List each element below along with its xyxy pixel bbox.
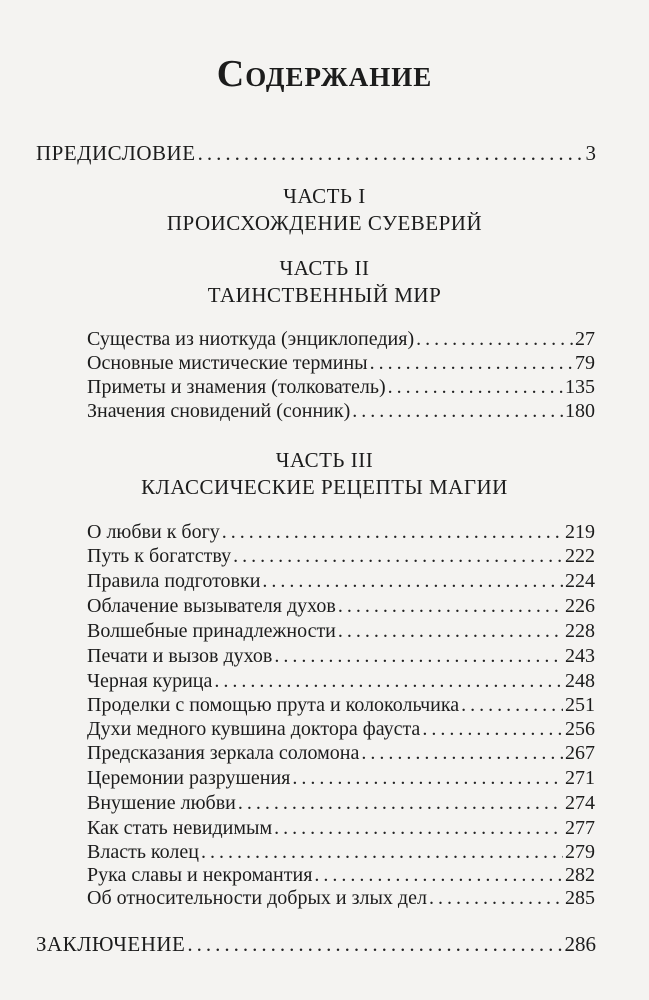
toc-entry-label: Духи медного кувшина доктора фауста — [87, 718, 421, 740]
toc-entry[interactable] — [87, 328, 595, 354]
toc-entry-page: 180 — [565, 400, 595, 422]
dot-leader — [388, 376, 563, 399]
dot-leader — [238, 792, 563, 815]
toc-entry-page: 285 — [565, 887, 595, 909]
dot-leader — [352, 400, 563, 423]
toc-entry-label: Путь к богатству — [87, 545, 232, 567]
toc-entry-label: О любви к богу — [87, 521, 220, 543]
dot-leader — [214, 670, 563, 693]
dot-leader — [416, 328, 573, 351]
toc-entry[interactable] — [87, 570, 595, 596]
dot-leader — [262, 570, 563, 593]
toc-entry[interactable] — [87, 521, 595, 547]
dot-leader — [429, 887, 563, 910]
dot-leader — [361, 742, 563, 765]
dot-leader — [187, 932, 562, 957]
dot-leader — [274, 817, 563, 840]
toc-entry[interactable] — [87, 767, 595, 793]
toc-entry[interactable] — [87, 352, 595, 378]
toc-entry-label: Печати и вызов духов — [87, 645, 273, 667]
toc-entry[interactable] — [87, 694, 595, 720]
toc-entry[interactable] — [87, 670, 595, 696]
dot-leader — [338, 595, 563, 618]
toc-entry-label: Облачение вызывателя духов — [87, 595, 336, 617]
dot-leader — [292, 767, 563, 790]
toc-entry[interactable] — [87, 817, 595, 843]
toc-entry[interactable] — [87, 376, 595, 402]
dot-leader — [274, 645, 563, 668]
part-1-title: ПРОИСХОЖДЕНИЕ СУЕВЕРИЙ — [166, 211, 483, 235]
toc-entry[interactable] — [87, 887, 595, 913]
toc-entry-label: Церемонии разрушения — [87, 767, 291, 789]
toc-entry-label: Внушение любви — [87, 792, 236, 814]
toc-entry[interactable] — [87, 792, 595, 818]
toc-entry-page: 286 — [564, 932, 596, 956]
toc-entry[interactable] — [87, 620, 595, 646]
toc-entry-page: 277 — [565, 817, 595, 839]
toc-entry-page: 135 — [565, 376, 595, 398]
toc-entry-label: Об относительности добрых и злых дел — [87, 887, 427, 909]
part-3-title: КЛАССИЧЕСКИЕ РЕЦЕПТЫ МАГИИ — [141, 475, 508, 499]
dot-leader — [461, 694, 563, 717]
toc-entry[interactable] — [87, 595, 595, 621]
page-title: Содержание — [216, 53, 433, 95]
toc-entry-label: Основные мистические термины — [87, 352, 368, 374]
toc-entry[interactable] — [87, 400, 595, 426]
dot-leader — [338, 620, 563, 643]
toc-entry-page: 243 — [565, 645, 595, 667]
toc-entry-preface[interactable] — [36, 141, 596, 167]
toc-entry-page: 222 — [565, 545, 595, 567]
part-2-number: ЧАСТЬ II — [279, 256, 370, 280]
toc-entry-page: 256 — [565, 718, 595, 740]
toc-entry-page: 251 — [565, 694, 595, 716]
toc-entry-label: ПРЕДИСЛОВИЕ — [36, 141, 196, 165]
toc-entry-label: Волшебные принадлежности — [87, 620, 336, 642]
toc-entry-page: 3 — [585, 141, 596, 165]
toc-entry-page: 27 — [575, 328, 595, 350]
dot-leader — [370, 352, 573, 375]
toc-entry-page: 219 — [565, 521, 595, 543]
toc-entry-page: 79 — [575, 352, 595, 374]
toc-entry-label: Предсказания зеркала соломона — [87, 742, 360, 764]
part-2-title: ТАИНСТВЕННЫЙ МИР — [207, 283, 442, 307]
toc-entry-label: Значения сновидений (сонник) — [87, 400, 351, 422]
toc-entry-page: 279 — [565, 841, 595, 863]
toc-entry-label: Существа из ниоткуда (энциклопедия) — [87, 328, 415, 350]
toc-entry[interactable] — [87, 742, 595, 768]
toc-entry[interactable] — [87, 645, 595, 671]
toc-entry-label: Черная курица — [87, 670, 213, 692]
dot-leader — [314, 864, 563, 887]
dot-leader — [422, 718, 563, 741]
toc-entry-page: 282 — [565, 864, 595, 886]
dot-leader — [201, 841, 563, 864]
toc-entry-page: 228 — [565, 620, 595, 642]
toc-entry-label: Правила подготовки — [87, 570, 261, 592]
toc-entry[interactable] — [87, 545, 595, 571]
dot-leader — [233, 545, 563, 568]
toc-entry-page: 271 — [565, 767, 595, 789]
toc-entry-page: 248 — [565, 670, 595, 692]
toc-entry[interactable] — [87, 718, 595, 744]
toc-entry-page: 226 — [565, 595, 595, 617]
toc-entry-page: 224 — [565, 570, 595, 592]
toc-entry-label: ЗАКЛЮЧЕНИЕ — [36, 932, 186, 956]
dot-leader — [198, 141, 584, 166]
toc-entry-page: 274 — [565, 792, 595, 814]
toc-entry-label: Как стать невидимым — [87, 817, 273, 839]
dot-leader — [222, 521, 563, 544]
toc-entry-conclusion[interactable] — [36, 932, 596, 958]
part-3-number: ЧАСТЬ III — [275, 448, 374, 472]
part-1-number: ЧАСТЬ I — [283, 184, 366, 208]
toc-entry-page: 267 — [565, 742, 595, 764]
toc-entry-label: Рука славы и некромантия — [87, 864, 313, 886]
toc-entry-label: Власть колец — [87, 841, 199, 863]
toc-entry-label: Проделки с помощью прута и колокольчика — [87, 694, 460, 716]
toc-entry-label: Приметы и знамения (толкователь) — [87, 376, 386, 398]
